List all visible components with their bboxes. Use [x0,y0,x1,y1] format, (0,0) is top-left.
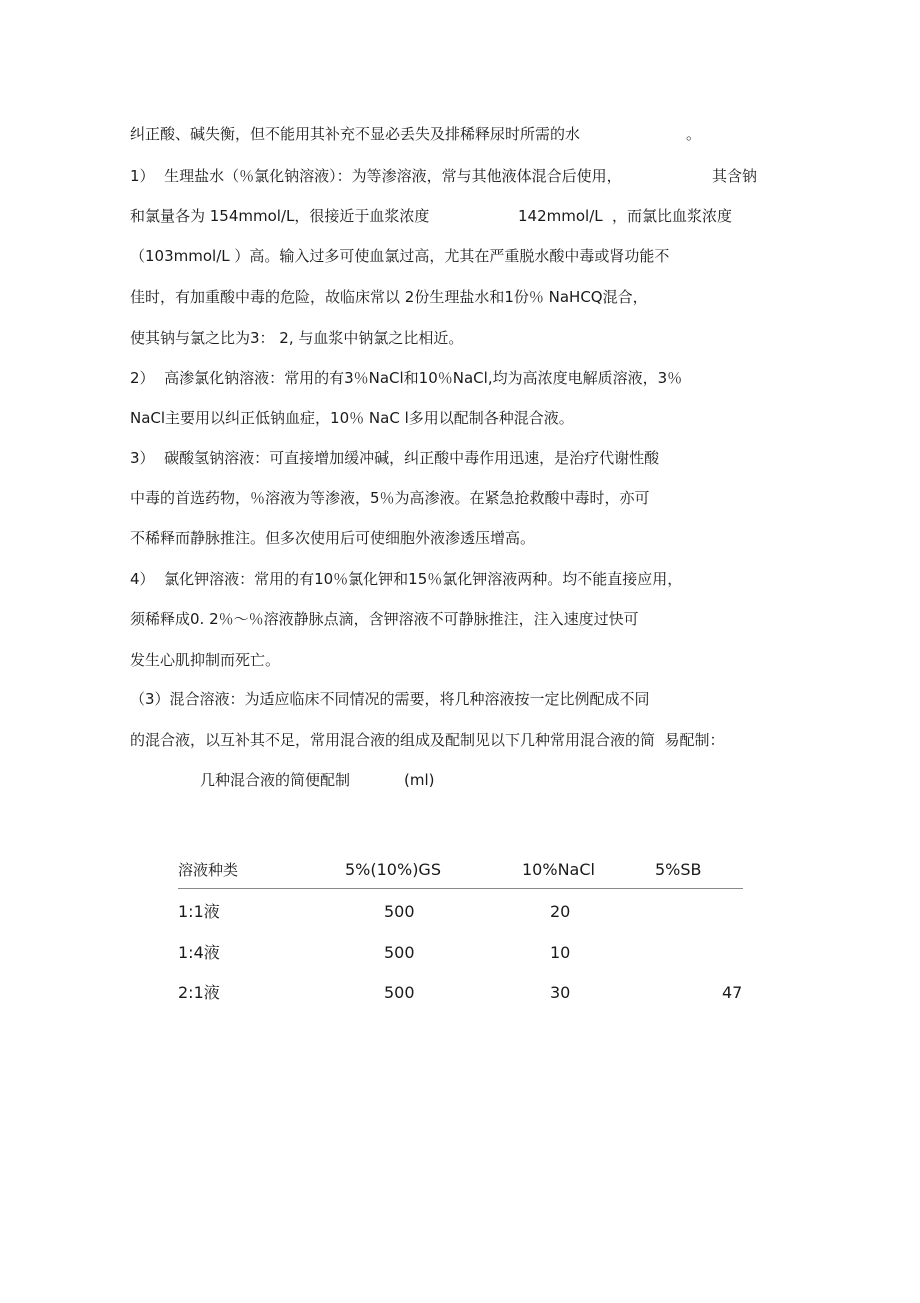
text-line-7: 2） 高渗氯化钠溶液：常用的有3％NaCl和10％NaCl,均为高浓度电解质溶液，3％ [130,369,683,387]
table-row-3-type: 2:1液 [178,983,220,1002]
table-row-3-sb: 47 [722,983,743,1002]
text-line-3: 和氯量各为 154mmol/L，很接近于血浆浓度 [130,207,430,225]
table-row-3-nacl: 30 [550,983,571,1002]
table-unit: (ml) [404,771,435,789]
table-row-1-nacl: 20 [550,902,571,921]
text-fragment-line3-tail: ，而氯比血浆浓度 [612,207,733,225]
text-line-1: 纠正酸、碱失衡，但不能用其补充不显必丢失及排稀释尿时所需的水 [130,125,581,143]
table-header-type: 溶液种类 [178,861,239,879]
text-line-8: NaCl主要用以纠正低钠血症，10％ NaC l多用以配制各种混合液。 [130,409,574,427]
table-row-2-nacl: 10 [550,943,571,962]
text-line-14: 发生心肌抑制而死亡。 [130,651,281,669]
table-header-rule [178,888,743,889]
text-line-15: （3）混合溶液：为适应临床不同情况的需要，将几种溶液按一定比例配成不同 [130,690,650,708]
text-line-6: 使其钠与氯之比为3： 2, 与血浆中钠氯之比相近。 [130,329,464,347]
table-title: 几种混合液的简便配制 [200,771,351,789]
text-line-11: 不稀释而静脉推注。但多次使用后可使细胞外液渗透压增高。 [130,529,536,547]
text-line-16: 的混合液，以互补其不足，常用混合液的组成及配制见以下几种常用混合液的简 易配制： [130,731,725,749]
text-line-10: 中毒的首选药物，％溶液为等渗液，5％为高渗液。在紧急抢救酸中毒时，亦可 [130,489,650,507]
text-fragment-period: 。 [686,125,702,143]
table-row-2-gs: 500 [384,943,415,962]
text-line-2: 1） 生理盐水（％氯化钠溶液）：为等渗溶液，常与其他液体混合后使用， [130,167,622,185]
text-line-13: 须稀释成0. 2％～％溶液静脉点滴，含钾溶液不可静脉推注，注入速度过快可 [130,610,639,628]
text-line-12: 4） 氯化钾溶液：常用的有10％氯化钾和15％氯化钾溶液两种。均不能直接应用， [130,570,683,588]
table-row-2-type: 1:4液 [178,943,220,962]
table-header-nacl: 10%NaCl [522,860,595,879]
text-fragment-line2-tail: 其含钠 [712,167,758,185]
text-line-4: （103mmol/L ）高。输入过多可使血氯过高，尤其在严重脱水酸中毒或肾功能不 [130,247,670,265]
table-header-gs: 5%(10%)GS [345,860,441,879]
table-row-3-gs: 500 [384,983,415,1002]
table-row-1-gs: 500 [384,902,415,921]
table-row-1-type: 1:1液 [178,902,220,921]
text-line-5: 佳时，有加重酸中毒的危险，故临床常以 2份生理盐水和1份％ NaHCQ混合， [130,288,648,306]
text-line-9: 3） 碳酸氢钠溶液：可直接增加缓冲碱，纠正酸中毒作用迅速，是治疗代谢性酸 [130,449,660,467]
table-header-sb: 5%SB [655,860,702,879]
text-fragment-line3-mid: 142mmol/L [518,207,603,225]
